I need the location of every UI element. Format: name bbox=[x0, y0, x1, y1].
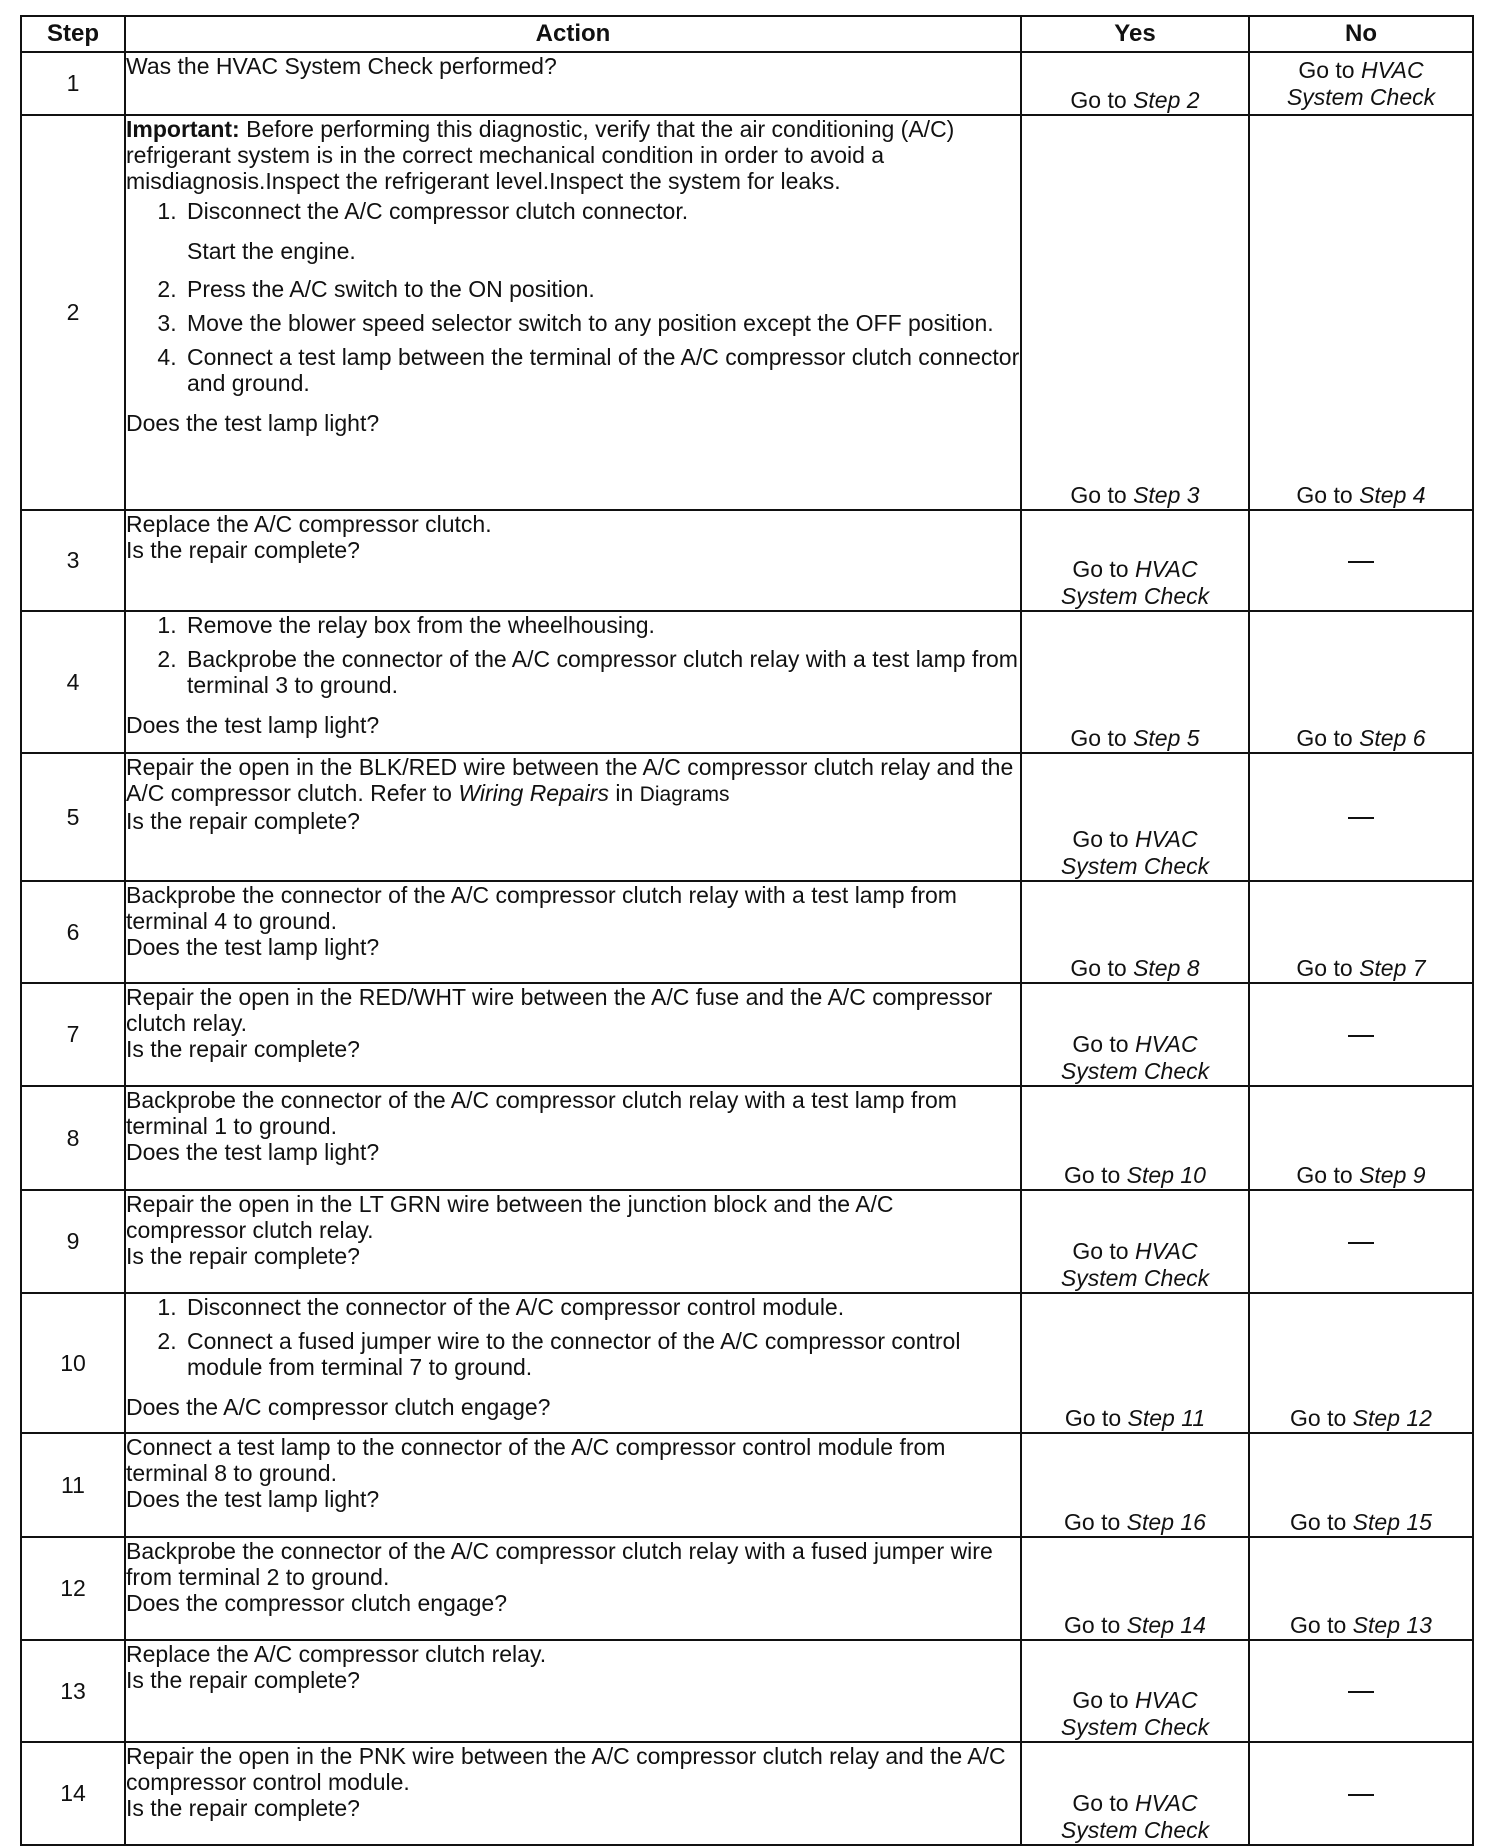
step-ref-label: Step bbox=[1352, 1612, 1400, 1638]
step-ref-number: 12 bbox=[1406, 1405, 1432, 1431]
action-question: Does the test lamp light? bbox=[126, 410, 380, 436]
step-ref-label: Step bbox=[1359, 1162, 1407, 1188]
action-cell bbox=[125, 510, 1021, 611]
list-item: 1. Disconnect the connector of the A/C compressor control module. bbox=[183, 1294, 1020, 1320]
table-row bbox=[21, 881, 1473, 983]
step-number: 4 bbox=[21, 611, 125, 753]
go-to-label: Go to bbox=[1296, 482, 1353, 508]
yes-cell bbox=[1021, 881, 1249, 983]
step-ref-label: Step bbox=[1133, 482, 1181, 508]
action-question: Is the repair complete? bbox=[126, 808, 360, 834]
step-number: 1 bbox=[21, 52, 125, 115]
step-ref-number: 3 bbox=[1186, 482, 1200, 508]
list-item: 2. Press the A/C switch to the ON position. bbox=[183, 276, 1020, 302]
list-item: 2. Backprobe the connector of the A/C compressor clutch relay with a test lamp from terminal 3 to ground. bbox=[183, 646, 1020, 698]
step-ref-label: Step bbox=[1352, 1509, 1400, 1535]
go-to-label: Go to bbox=[1070, 482, 1127, 508]
go-to-label: Go to bbox=[1072, 1790, 1129, 1816]
action-text-part: in bbox=[608, 780, 640, 806]
action-cell bbox=[125, 1537, 1021, 1640]
step-ref-label: Step bbox=[1126, 1612, 1174, 1638]
no-cell bbox=[1249, 510, 1473, 611]
action-cell bbox=[125, 1293, 1021, 1433]
go-to-label: Go to bbox=[1072, 1238, 1129, 1264]
yes-cell bbox=[1021, 1433, 1249, 1537]
step-ref-number: 2 bbox=[1186, 87, 1200, 113]
action-cell bbox=[125, 753, 1021, 881]
step-number: 12 bbox=[21, 1537, 125, 1640]
hvac-ref: HVAC bbox=[1135, 826, 1198, 852]
yes-cell bbox=[1021, 983, 1249, 1086]
step-ref-label: Step bbox=[1133, 955, 1181, 981]
no-cell bbox=[1249, 115, 1473, 510]
step-ref-number: 15 bbox=[1406, 1509, 1432, 1535]
step-ref-number: 5 bbox=[1186, 725, 1200, 751]
list-item: 3. Move the blower speed selector switch to any position except the OFF position. bbox=[183, 310, 1020, 336]
table-row bbox=[21, 1742, 1473, 1845]
action-text-part: Repair the open in the BLK/RED wire between the A/C compressor clutch relay and the A/C compressor clutch. Refer to bbox=[126, 754, 1014, 806]
dash-mark bbox=[1348, 1035, 1374, 1037]
action-text: Repair the open in the PNK wire between the A/C compressor clutch relay and the A/C compressor control module. bbox=[126, 1743, 1006, 1795]
go-to-label: Go to bbox=[1064, 1405, 1122, 1431]
dash-mark bbox=[1348, 1794, 1374, 1796]
step-ref-label: Step bbox=[1359, 482, 1407, 508]
action-question: Does the compressor clutch engage? bbox=[126, 1590, 507, 1616]
action-text bbox=[126, 754, 1020, 808]
system-check-ref: System Check bbox=[1060, 1058, 1210, 1084]
dash-mark bbox=[1348, 817, 1374, 819]
action-cell bbox=[125, 1433, 1021, 1537]
header-row bbox=[21, 16, 1473, 52]
table-row bbox=[21, 115, 1473, 510]
step-number: 8 bbox=[21, 1086, 125, 1190]
action-cell bbox=[125, 1086, 1021, 1190]
step-ref-number: 7 bbox=[1412, 955, 1426, 981]
table-row bbox=[21, 1640, 1473, 1742]
list-item: 1. Disconnect the A/C compressor clutch connector. bbox=[183, 198, 1020, 224]
step-ref-number: 4 bbox=[1412, 482, 1426, 508]
yes-cell bbox=[1021, 1640, 1249, 1742]
no-cell bbox=[1249, 1640, 1473, 1742]
list-item: 2. Connect a fused jumper wire to the connector of the A/C compressor control module from terminal 7 to ground. bbox=[183, 1328, 1020, 1380]
action-text: Replace the A/C compressor clutch. bbox=[126, 511, 492, 537]
no-cell bbox=[1249, 881, 1473, 983]
action-text: Repair the open in the RED/WHT wire between the A/C fuse and the A/C compressor clutch relay. bbox=[126, 984, 993, 1036]
dash-mark bbox=[1348, 561, 1374, 563]
header-yes: Yes bbox=[1021, 16, 1249, 52]
action-question: Is the repair complete? bbox=[126, 1667, 360, 1693]
yes-cell bbox=[1021, 1537, 1249, 1640]
header-no: No bbox=[1249, 16, 1473, 52]
list-subline: Start the engine. bbox=[187, 238, 356, 264]
step-ref-label: Step bbox=[1133, 725, 1181, 751]
action-question: Does the test lamp light? bbox=[126, 712, 380, 738]
step-number: 9 bbox=[21, 1190, 125, 1293]
wiring-repairs-ref: Wiring Repairs bbox=[458, 780, 609, 806]
go-to-label: Go to bbox=[1072, 826, 1129, 852]
action-question: Is the repair complete? bbox=[126, 537, 360, 563]
table-row bbox=[21, 1537, 1473, 1640]
step-number: 6 bbox=[21, 881, 125, 983]
list-item: 4. Connect a test lamp between the terminal of the A/C compressor clutch connector and ground. bbox=[183, 344, 1020, 396]
step-number: 13 bbox=[21, 1640, 125, 1742]
no-cell bbox=[1249, 1190, 1473, 1293]
hvac-ref: HVAC bbox=[1135, 1790, 1198, 1816]
no-cell bbox=[1249, 753, 1473, 881]
no-cell bbox=[1249, 1433, 1473, 1537]
step-ref-label: Step bbox=[1126, 1509, 1174, 1535]
action-cell bbox=[125, 1640, 1021, 1742]
no-cell bbox=[1249, 1086, 1473, 1190]
step-ref-label: Step bbox=[1359, 955, 1407, 981]
step-ref-number: 16 bbox=[1180, 1509, 1206, 1535]
action-question: Does the test lamp light? bbox=[126, 1486, 380, 1512]
no-cell bbox=[1249, 611, 1473, 753]
action-cell bbox=[125, 1742, 1021, 1845]
action-cell bbox=[125, 881, 1021, 983]
yes-cell bbox=[1021, 1190, 1249, 1293]
action-cell bbox=[125, 1190, 1021, 1293]
hvac-ref: HVAC bbox=[1135, 1238, 1198, 1264]
header-action: Action bbox=[125, 16, 1021, 52]
step-ref-label: Step bbox=[1359, 725, 1407, 751]
step-ref-label: Step bbox=[1133, 87, 1181, 113]
table-row bbox=[21, 1190, 1473, 1293]
action-text: Repair the open in the LT GRN wire between the junction block and the A/C compressor clutch relay. bbox=[126, 1191, 894, 1243]
action-question: Is the repair complete? bbox=[126, 1243, 360, 1269]
important-label: Important: bbox=[126, 116, 240, 142]
table-row bbox=[21, 510, 1473, 611]
step-number: 5 bbox=[21, 753, 125, 881]
hvac-ref: HVAC bbox=[1135, 556, 1198, 582]
diagrams-ref: Diagrams bbox=[639, 783, 730, 806]
action-cell bbox=[125, 52, 1021, 115]
step-ref-number: 9 bbox=[1412, 1162, 1426, 1188]
system-check-ref: System Check bbox=[1060, 1714, 1210, 1740]
action-text: Was the HVAC System Check performed? bbox=[126, 53, 557, 79]
step-ref-number: 10 bbox=[1180, 1162, 1206, 1188]
system-check-ref: System Check bbox=[1060, 1265, 1210, 1291]
go-to-label: Go to bbox=[1072, 556, 1129, 582]
table-row bbox=[21, 52, 1473, 115]
important-note bbox=[126, 116, 1020, 194]
go-to-label: Go to bbox=[1290, 1509, 1347, 1535]
go-to-label: Go to bbox=[1070, 725, 1127, 751]
action-text: Backprobe the connector of the A/C compressor clutch relay with a test lamp from terminal 1 to ground. bbox=[126, 1087, 957, 1139]
action-text: Replace the A/C compressor clutch relay. bbox=[126, 1641, 547, 1667]
go-to-label: Go to bbox=[1296, 1162, 1353, 1188]
action-question: Does the A/C compressor clutch engage? bbox=[126, 1394, 551, 1420]
yes-cell bbox=[1021, 1293, 1249, 1433]
step-number: 3 bbox=[21, 510, 125, 611]
yes-cell bbox=[1021, 611, 1249, 753]
go-to-label: Go to bbox=[1064, 1509, 1121, 1535]
dash-mark bbox=[1348, 1242, 1374, 1244]
table-row bbox=[21, 1086, 1473, 1190]
table-row bbox=[21, 1293, 1473, 1433]
list-item: 1. Remove the relay box from the wheelhousing. bbox=[183, 612, 1020, 638]
yes-cell bbox=[1021, 52, 1249, 115]
action-question: Is the repair complete? bbox=[126, 1036, 360, 1062]
table-row bbox=[21, 1433, 1473, 1537]
step-number: 7 bbox=[21, 983, 125, 1086]
yes-cell bbox=[1021, 753, 1249, 881]
no-cell bbox=[1249, 1293, 1473, 1433]
no-cell bbox=[1249, 1537, 1473, 1640]
action-text: Connect a test lamp to the connector of the A/C compressor control module from terminal 8 to ground. bbox=[126, 1434, 946, 1486]
dash-mark bbox=[1348, 1691, 1374, 1693]
step-number: 2 bbox=[21, 115, 125, 510]
step-number: 14 bbox=[21, 1742, 125, 1845]
go-to-label: Go to bbox=[1072, 1031, 1129, 1057]
hvac-ref: HVAC bbox=[1135, 1031, 1198, 1057]
table-row bbox=[21, 983, 1473, 1086]
step-ref-number: 13 bbox=[1406, 1612, 1432, 1638]
go-to-label: Go to bbox=[1298, 57, 1355, 83]
yes-cell bbox=[1021, 115, 1249, 510]
action-cell bbox=[125, 611, 1021, 753]
header-step: Step bbox=[21, 16, 125, 52]
step-ref-label: Step bbox=[1126, 1162, 1174, 1188]
yes-cell bbox=[1021, 1086, 1249, 1190]
action-text: Backprobe the connector of the A/C compressor clutch relay with a test lamp from terminal 4 to ground. bbox=[126, 882, 957, 934]
step-ref-number: 8 bbox=[1186, 955, 1200, 981]
action-cell bbox=[125, 983, 1021, 1086]
no-cell bbox=[1249, 52, 1473, 115]
go-to-label: Go to bbox=[1290, 1405, 1347, 1431]
no-cell bbox=[1249, 983, 1473, 1086]
action-text: Backprobe the connector of the A/C compressor clutch relay with a fused jumper wire from terminal 2 to ground. bbox=[126, 1538, 993, 1590]
go-to-label: Go to bbox=[1296, 725, 1353, 751]
step-ref-label: Step bbox=[1127, 1405, 1175, 1431]
diagnostic-table bbox=[20, 15, 1474, 1846]
step-ref-label: Step bbox=[1352, 1405, 1400, 1431]
no-cell bbox=[1249, 1742, 1473, 1845]
action-question: Does the test lamp light? bbox=[126, 1139, 380, 1165]
yes-cell bbox=[1021, 1742, 1249, 1845]
go-to-label: Go to bbox=[1072, 1687, 1129, 1713]
step-ref-number: 14 bbox=[1180, 1612, 1206, 1638]
system-check-ref: System Check bbox=[1060, 853, 1210, 879]
system-check-ref: System Check bbox=[1060, 1817, 1210, 1843]
go-to-label: Go to bbox=[1290, 1612, 1347, 1638]
system-check-ref: System Check bbox=[1060, 583, 1210, 609]
important-text: Before performing this diagnostic, verify that the air conditioning (A/C) refrigerant system is in the correct mechanical condition in order to avoid a misdiagnosis.Inspect the refrigerant level.Inspect the system for leaks. bbox=[126, 116, 955, 194]
action-question: Is the repair complete? bbox=[126, 1795, 360, 1821]
yes-cell bbox=[1021, 510, 1249, 611]
system-check-ref: System Check bbox=[1286, 84, 1436, 110]
table-row bbox=[21, 753, 1473, 881]
go-to-label: Go to bbox=[1296, 955, 1353, 981]
action-question: Does the test lamp light? bbox=[126, 934, 380, 960]
step-ref-number: 6 bbox=[1412, 725, 1426, 751]
table-row bbox=[21, 611, 1473, 753]
step-number: 10 bbox=[21, 1293, 125, 1433]
step-number: 11 bbox=[21, 1433, 125, 1537]
action-cell bbox=[125, 115, 1021, 510]
step-ref-number: 11 bbox=[1181, 1405, 1206, 1431]
hvac-ref: HVAC bbox=[1361, 57, 1424, 83]
go-to-label: Go to bbox=[1070, 955, 1127, 981]
go-to-label: Go to bbox=[1064, 1612, 1121, 1638]
hvac-ref: HVAC bbox=[1135, 1687, 1198, 1713]
go-to-label: Go to bbox=[1064, 1162, 1121, 1188]
go-to-label: Go to bbox=[1070, 87, 1127, 113]
